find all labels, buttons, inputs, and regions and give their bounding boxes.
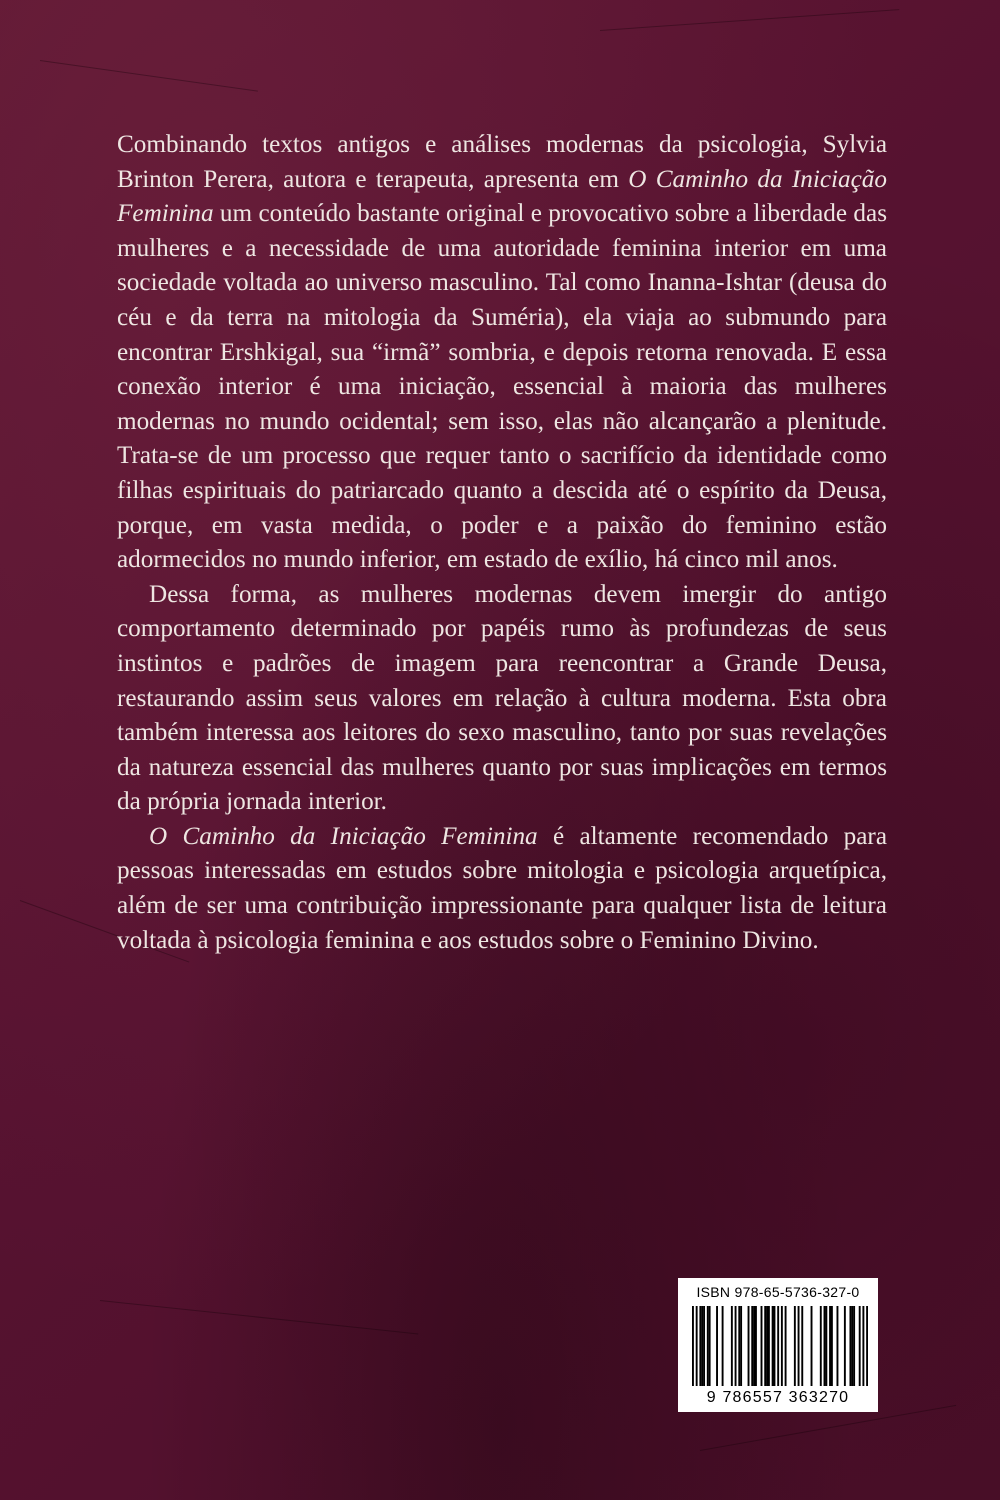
blurb-paragraph-1 [117,128,887,578]
barcode-bar [761,1306,763,1386]
barcode-bar [722,1306,724,1386]
barcode-bar [751,1306,753,1386]
ean-digits: 9 786557 363270 [706,1389,850,1406]
barcode-bar [831,1306,833,1386]
barcode-bar [748,1306,750,1386]
blurb-text: Combinando textos antigos e análises modernas da psicologia, Sylvia Brinton Perera, autora e terapeuta, apresenta em [117,131,887,193]
barcode-bar [811,1306,813,1386]
texture-crack [100,1300,418,1334]
blurb-paragraph-3 [117,820,887,958]
barcode-bar [772,1306,774,1386]
barcode-bar [764,1306,766,1386]
barcode-bar [735,1306,737,1386]
texture-crack [600,9,899,31]
barcode-bar [794,1306,796,1386]
barcode-bar [701,1306,703,1386]
barcode-bar [707,1306,709,1386]
book-title-italic: O Caminho da Iniciação Feminina [117,165,887,228]
barcode-bar [824,1306,826,1386]
back-cover-blurb [117,128,887,958]
barcode-bar [859,1306,861,1386]
isbn-barcode [678,1278,878,1412]
barcode-bar [716,1306,718,1386]
barcode-bar [837,1306,839,1386]
book-title-italic: O Caminho da Iniciação Feminina [149,822,538,850]
barcode-bar [862,1306,864,1386]
barcode-bar [696,1306,698,1386]
isbn-label: ISBN 978-65-5736-327-0 [696,1284,860,1300]
barcode-bar [755,1306,757,1386]
barcode-bar [768,1306,770,1386]
barcode-bar [801,1306,803,1386]
barcode-bar [709,1306,711,1386]
barcode-bar [692,1306,694,1386]
texture-crack [40,60,258,92]
barcode-bar [785,1306,787,1386]
barcode-bar [774,1306,776,1386]
barcode-bar [866,1306,868,1386]
blurb-paragraph-2 [117,578,887,820]
barcode-bar [781,1306,783,1386]
barcode-bars [692,1306,868,1386]
barcode-bar [851,1306,853,1386]
barcode-bar [738,1306,740,1386]
blurb-text: Dessa forma, as mulheres modernas devem imergir do antigo comportamento determinado por papéis rumo às profundezas de seus instintos e padrões de imagem para reencontrar a Grande Deusa, restaurando assim seus valores em relação à cultura moderna. Esta obra também interessa aos leitores do sexo masculino, tanto por suas revelações da natureza essencial das mulheres quanto por suas implicações em termos da própria jornada interior. [117,580,887,816]
barcode-bar [777,1306,779,1386]
blurb-text: é altamente recomendado para pessoas interessadas em estudos sobre mitologia e psicologia arquetípica, além de ser uma contribuição impressionante para qualquer lista de leitura voltada à psicologia feminina e aos estudos sobre o Feminino Divino. [117,822,887,954]
barcode-bar [703,1306,705,1386]
blurb-text: um conteúdo bastante original e provocativo sobre a liberdade das mulheres e a necessidade de uma autoridade feminina interior em uma sociedade voltada ao universo masculino. Tal como Inanna-Ishtar (deusa do céu e da terra na mitologia da Suméria), ela viaja ao submundo para encontrar Ershkigal, sua “irmã” sombria, e depois retorna renovada. E essa conexão interior é uma iniciação, essencial à maioria das mulheres modernas no mundo ocidental; sem isso, elas não alcançarão a plenitude. Trata-se de um processo que requer tanto o sacrifício da identidade como filhas espirituais do patriarcado quanto a descida até o espírito da Deusa, porque, em vasta medida, o poder e a paixão do feminino estão adormecidos no mundo inferior, em estado de exílio, há cinco mil anos. [117,200,887,574]
barcode-bar [731,1306,733,1386]
barcode-bar [844,1306,846,1386]
barcode-bar [699,1306,701,1386]
barcode-bar [798,1306,800,1386]
barcode-bar [740,1306,742,1386]
barcode-bar [853,1306,855,1386]
barcode-bar [849,1306,851,1386]
barcode-bar [820,1306,822,1386]
barcode-bar [753,1306,755,1386]
barcode-bar [825,1306,827,1386]
barcode-bar [829,1306,831,1386]
barcode-bar [766,1306,768,1386]
